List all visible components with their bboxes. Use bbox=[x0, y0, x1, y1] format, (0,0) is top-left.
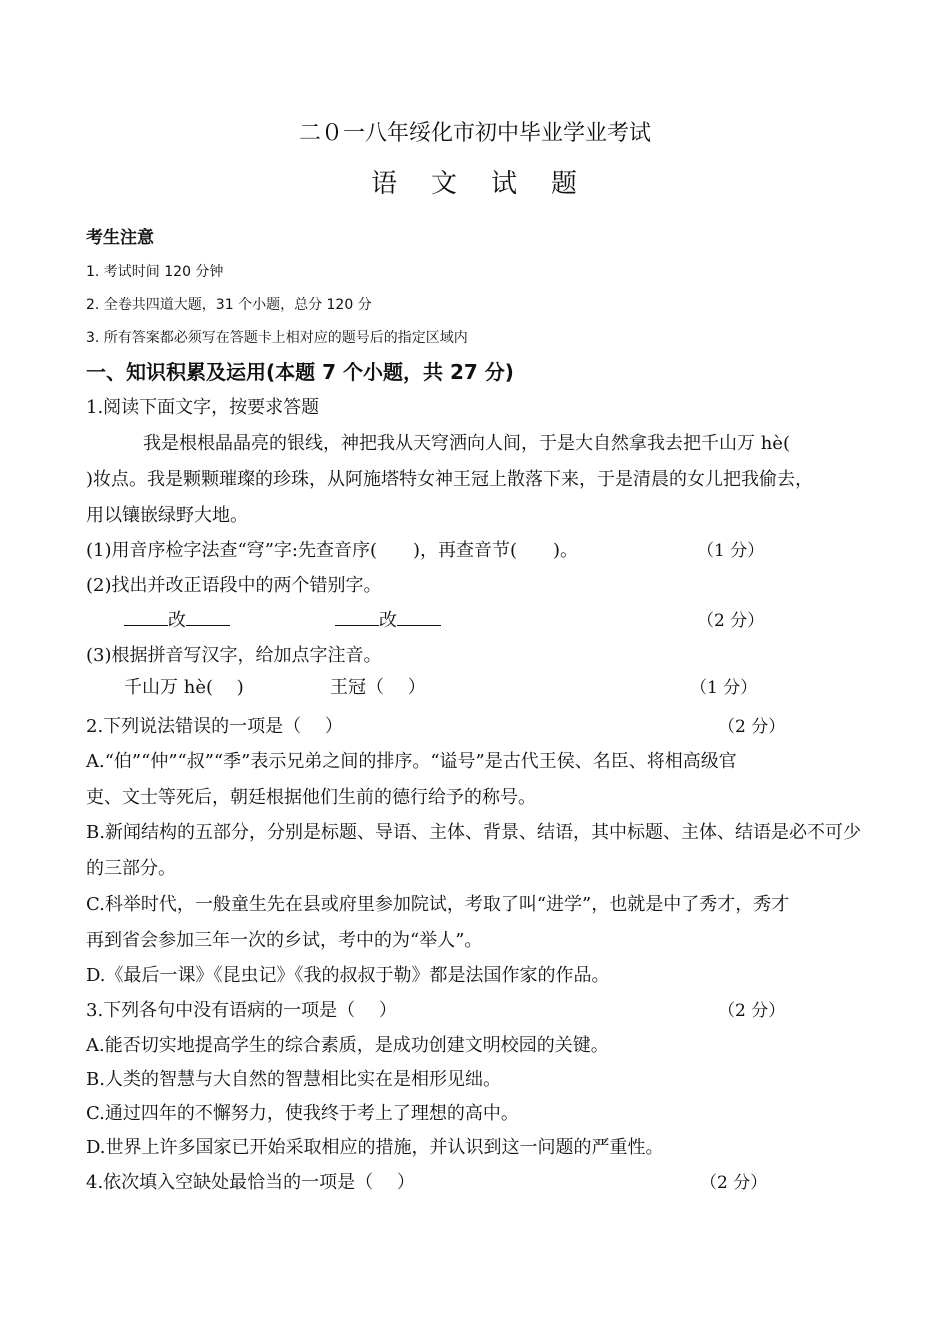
option-line: D.《最后一课》《昆虫记》《我的叔叔于勒》都是法国作家的作品。 bbox=[86, 965, 610, 986]
option-line: 吏、文士等死后，朝廷根据他们生前的德行给予的称号。 bbox=[86, 787, 536, 808]
score-label: （2 分） bbox=[697, 611, 765, 631]
notice-heading: 考生注意 bbox=[86, 228, 154, 248]
score-label: （2 分） bbox=[718, 717, 786, 737]
option-line: C.科举时代，一般童生先在县或府里参加院试，考取了叫“进学”，也就是中了秀才，秀才 bbox=[86, 894, 790, 915]
score-label: （1 分） bbox=[690, 678, 758, 698]
option-line: 的三部分。 bbox=[86, 858, 176, 879]
question-stem: 4.依次填入空缺处最恰当的一项是（ ） bbox=[86, 1172, 415, 1193]
subtitle-char: 题 bbox=[551, 169, 580, 199]
notice-item: 3. 所有答案都必须写在答题卡上相对应的题号后的指定区域内 bbox=[86, 330, 468, 346]
score-label: （1 分） bbox=[697, 541, 765, 561]
answer-blank[interactable] bbox=[124, 609, 168, 626]
sub-question: (3)根据拼音写汉字，给加点字注音。 bbox=[86, 645, 382, 666]
option-line: B.新闻结构的五部分，分别是标题、导语、主体、背景、结语，其中标题、主体、结语是必不可少 bbox=[86, 822, 861, 843]
option-line: A.“伯”“仲”“叔”“季”表示兄弟之间的排序。“谥号”是古代王侯、名臣、将相高级官 bbox=[86, 751, 737, 772]
subtitle-char: 文 bbox=[430, 169, 459, 199]
answer-blank[interactable] bbox=[397, 609, 441, 626]
sub-question: (2)找出并改正语段中的两个错别字。 bbox=[86, 575, 382, 596]
option-line: 再到省会参加三年一次的乡试，考中的为“举人”。 bbox=[86, 930, 483, 951]
pinyin-item: 王冠（ ） bbox=[330, 677, 426, 698]
pinyin-item: 千山万 hè( ) bbox=[124, 677, 244, 698]
option-line: C.通过四年的不懈努力，使我终于考上了理想的高中。 bbox=[86, 1103, 519, 1124]
score-label: （2 分） bbox=[718, 1001, 786, 1021]
passage-line: )妆点。我是颗颗璀璨的珍珠，从阿施塔特女神王冠上散落下来，于是清晨的女儿把我偷去， bbox=[86, 469, 814, 490]
correction-row-a bbox=[124, 609, 230, 633]
question-stem: 3.下列各句中没有语病的一项是（ ） bbox=[86, 1000, 397, 1021]
section-heading: 一、知识积累及运用(本题 7 个小题，共 27 分) bbox=[86, 360, 514, 384]
notice-item: 2. 全卷共四道大题，31 个小题，总分 120 分 bbox=[86, 297, 372, 313]
sub-question: (1)用音序检字法查“穹”字:先查音序( )，再查音节( )。 bbox=[86, 540, 579, 561]
notice-item: 1. 考试时间 120 分钟 bbox=[86, 264, 224, 280]
option-line: A.能否切实地提高学生的综合素质，是成功创建文明校园的关键。 bbox=[86, 1035, 609, 1056]
subtitle-char: 语 bbox=[370, 169, 399, 199]
exam-title: 二０一八年绥化市初中毕业学业考试 bbox=[298, 121, 651, 146]
question-stem: 2.下列说法错误的一项是（ ） bbox=[86, 716, 343, 737]
score-label: （2 分） bbox=[700, 1173, 768, 1193]
correction-label: 改 bbox=[168, 610, 186, 631]
exam-subtitle bbox=[0, 169, 950, 199]
question-stem: 1.阅读下面文字，按要求答题 bbox=[86, 397, 320, 418]
answer-blank[interactable] bbox=[335, 609, 379, 626]
answer-blank[interactable] bbox=[186, 609, 230, 626]
correction-row-b bbox=[335, 609, 441, 633]
option-line: D.世界上许多国家已开始采取相应的措施，并认识到这一问题的严重性。 bbox=[86, 1137, 664, 1158]
subtitle-char: 试 bbox=[491, 169, 520, 199]
correction-label: 改 bbox=[379, 610, 397, 631]
passage-line: 我是根根晶晶亮的银线，神把我从天穹洒向人间，于是大自然拿我去把千山万 hè( bbox=[143, 433, 790, 454]
passage-line: 用以镶嵌绿野大地。 bbox=[86, 505, 248, 526]
option-line: B.人类的智慧与大自然的智慧相比实在是相形见绌。 bbox=[86, 1069, 501, 1090]
